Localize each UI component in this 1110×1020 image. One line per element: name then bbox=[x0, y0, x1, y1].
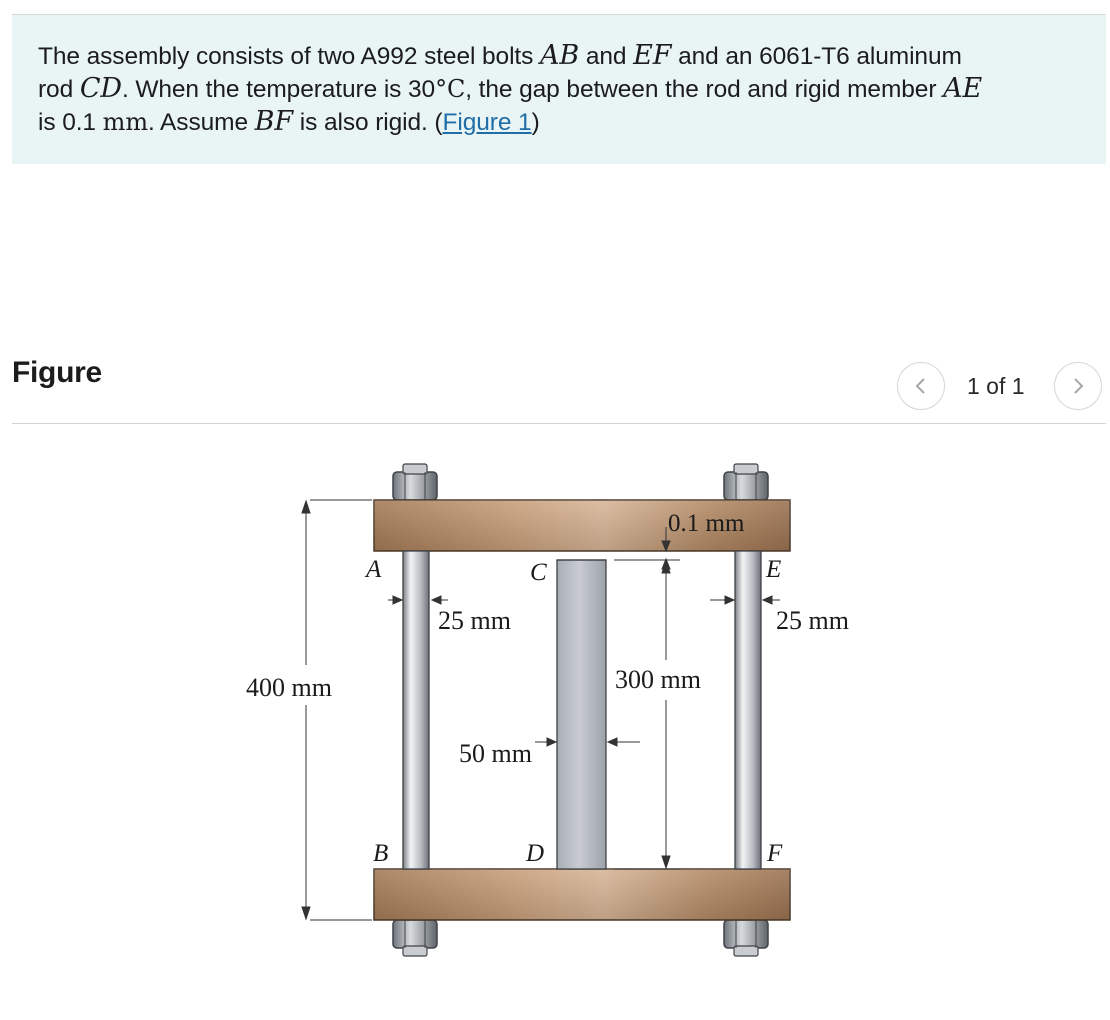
rod-cd bbox=[557, 560, 606, 869]
problem-text: rod bbox=[38, 76, 80, 103]
figure-1-link[interactable]: Figure 1 bbox=[442, 109, 532, 136]
problem-text: The assembly consists of two A992 steel bolts bbox=[38, 43, 540, 70]
plate-shade bbox=[374, 869, 790, 920]
nut-top-left bbox=[393, 464, 437, 500]
problem-text: , the gap between the rod and rigid member bbox=[465, 76, 944, 103]
point-c-label: C bbox=[530, 559, 547, 586]
problem-text: . Assume bbox=[148, 109, 255, 136]
point-e-label: E bbox=[766, 556, 782, 583]
problem-text: ) bbox=[531, 109, 540, 136]
point-b-label: B bbox=[373, 840, 389, 867]
figure-heading: Figure bbox=[12, 356, 102, 389]
dimension-300 bbox=[614, 560, 680, 869]
problem-text: and an 6061-T6 aluminum bbox=[671, 43, 962, 70]
rod-diameter-label: 50 mm bbox=[459, 739, 532, 768]
problem-text: and bbox=[579, 43, 634, 70]
bolt-ab bbox=[403, 551, 429, 869]
math-bf: BF bbox=[254, 106, 294, 137]
math-ef: EF bbox=[633, 40, 672, 71]
problem-text: . When the temperature is 30 bbox=[121, 76, 436, 103]
bolt-ef bbox=[735, 551, 761, 869]
nut-bottom-left bbox=[393, 920, 437, 956]
math-mm: mm bbox=[102, 108, 148, 136]
nut-bottom-right bbox=[724, 920, 768, 956]
dimension-400 bbox=[302, 500, 372, 920]
gap-label: 0.1 mm bbox=[668, 510, 745, 537]
math-degc: °C bbox=[435, 75, 466, 103]
nut-top-right bbox=[724, 464, 768, 500]
bolt-ef-diameter-label: 25 mm bbox=[776, 606, 849, 635]
point-d-label: D bbox=[526, 840, 545, 867]
math-ae: AE bbox=[943, 73, 983, 104]
math-cd: CD bbox=[79, 73, 122, 104]
problem-text: is also rigid. ( bbox=[293, 109, 443, 136]
total-length-label: 400 mm bbox=[246, 673, 332, 702]
bolt-ab-diameter-label: 25 mm bbox=[438, 606, 511, 635]
point-a-label: A bbox=[366, 556, 382, 583]
problem-text: is 0.1 bbox=[38, 109, 103, 136]
point-f-label: F bbox=[767, 840, 783, 867]
math-ab: AB bbox=[539, 40, 580, 71]
rod-length-label: 300 mm bbox=[615, 665, 701, 694]
figure-pager: 1 of 1 bbox=[967, 373, 1025, 399]
